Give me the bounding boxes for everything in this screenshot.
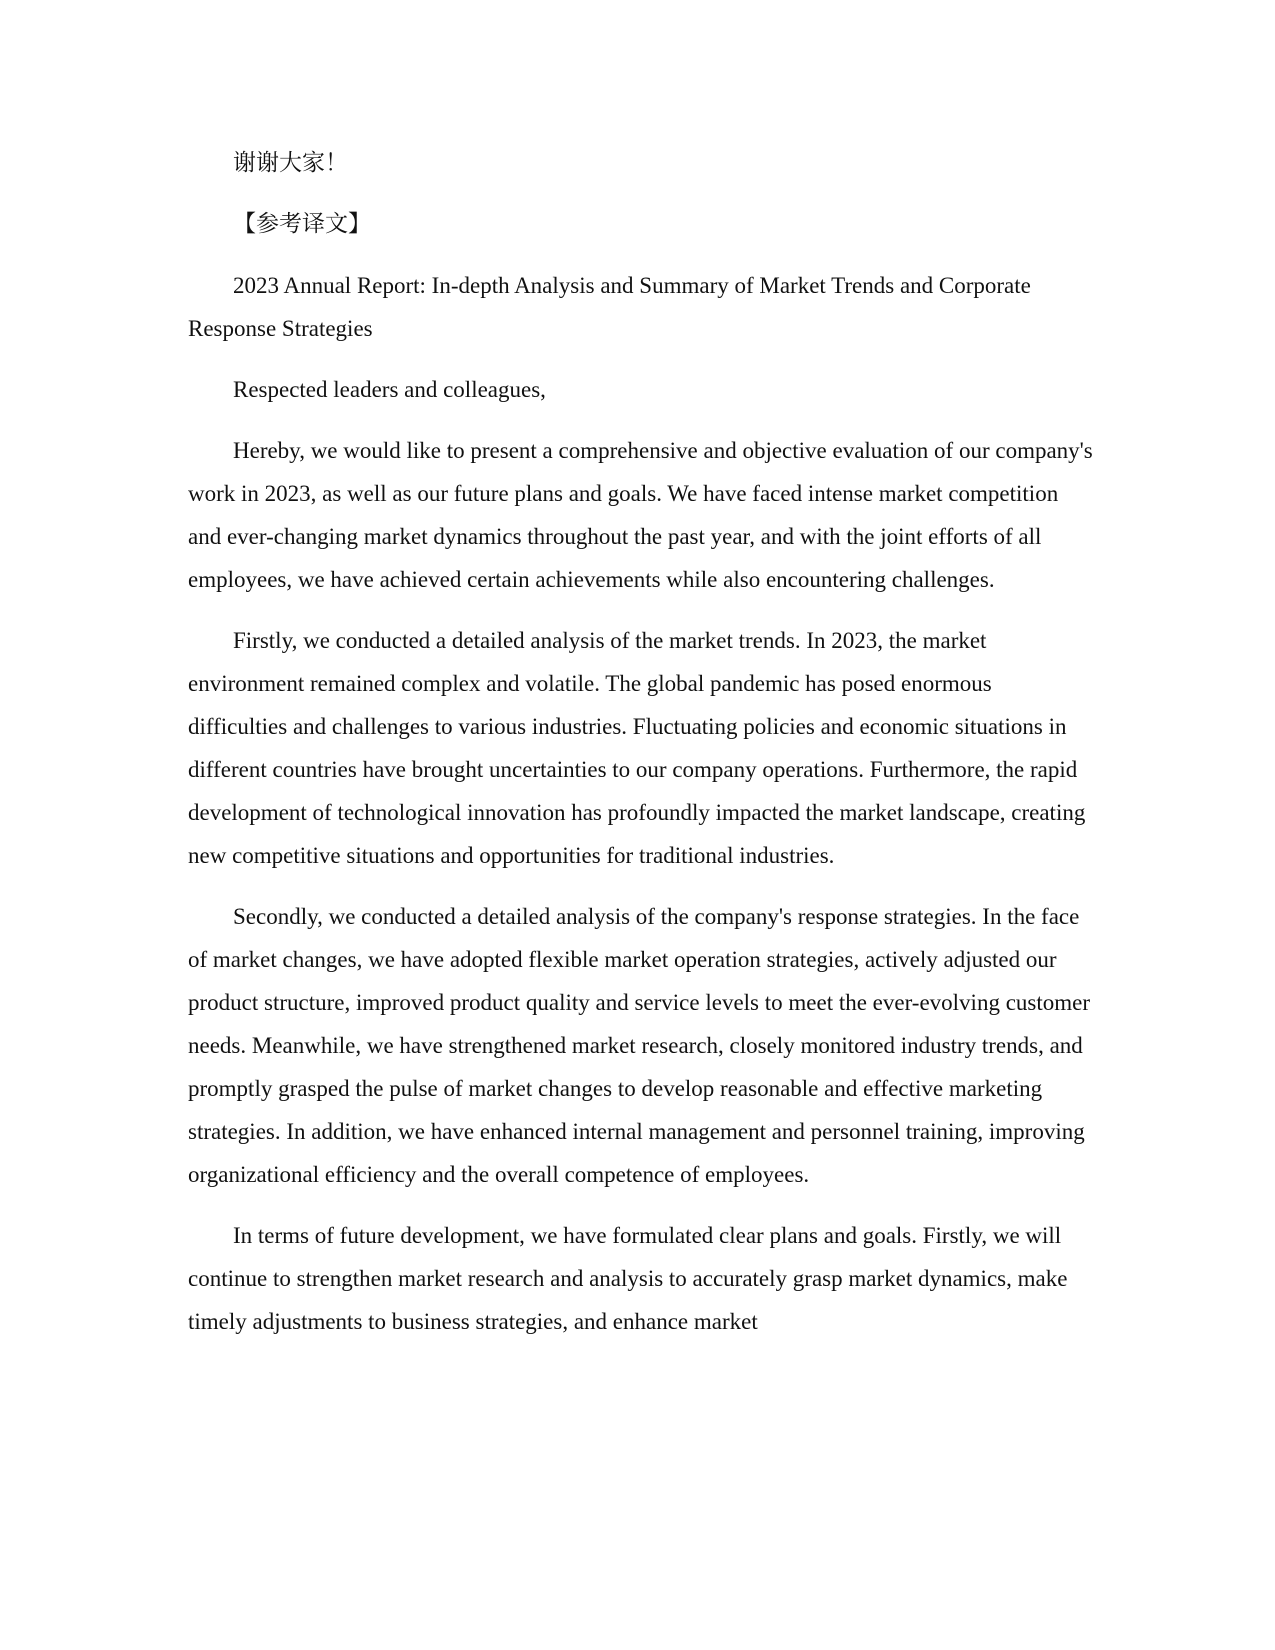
paragraph-intro: Hereby, we would like to present a comprehensive and objective evaluation of our company's work in 2023, as well as our future plans and goals. We have faced intense market competition and ever-changing market dynamics throughout the past year, and with the joint efforts of all employees, we have achieved certain achievements while also encountering challenges. <box>188 438 1093 592</box>
greeting: Respected leaders and colleagues, <box>233 377 546 402</box>
paragraph-future-development: In terms of future development, we have formulated clear plans and goals. Firstly, we will continue to strengthen market research and analysis to accurately grasp market dynamics, make timely adjustments to business strategies, and enhance market <box>188 1223 1068 1334</box>
translation-header: 【参考译文】 <box>233 211 371 237</box>
report-title: 2023 Annual Report: In-depth Analysis and Summary of Market Trends and Corporate Response Strategies <box>188 273 1031 341</box>
closing-line: 谢谢大家！ <box>233 150 348 176</box>
paragraph-response-strategies: Secondly, we conducted a detailed analysis of the company's response strategies. In the face of market changes, we have adopted flexible market operation strategies, actively adjusted our product structure, improved product quality and service levels to meet the ever-evolving customer needs. Meanwhile, we have strengthened market research, closely monitored industry trends, and promptly grasped the pulse of market changes to develop reasonable and effective marketing strategies. In addition, we have enhanced internal management and personnel training, improving organizational efficiency and the overall competence of employees. <box>188 904 1090 1187</box>
paragraph-market-trends: Firstly, we conducted a detailed analysis of the market trends. In 2023, the market environment remained complex and volatile. The global pandemic has posed enormous difficulties and challenges to various industries. Fluctuating policies and economic situations in different countries have brought uncertainties to our company operations. Furthermore, the rapid development of technological innovation has profoundly impacted the market landscape, creating new competitive situations and opportunities for traditional industries. <box>188 628 1086 868</box>
document-body <box>188 142 1093 1361</box>
